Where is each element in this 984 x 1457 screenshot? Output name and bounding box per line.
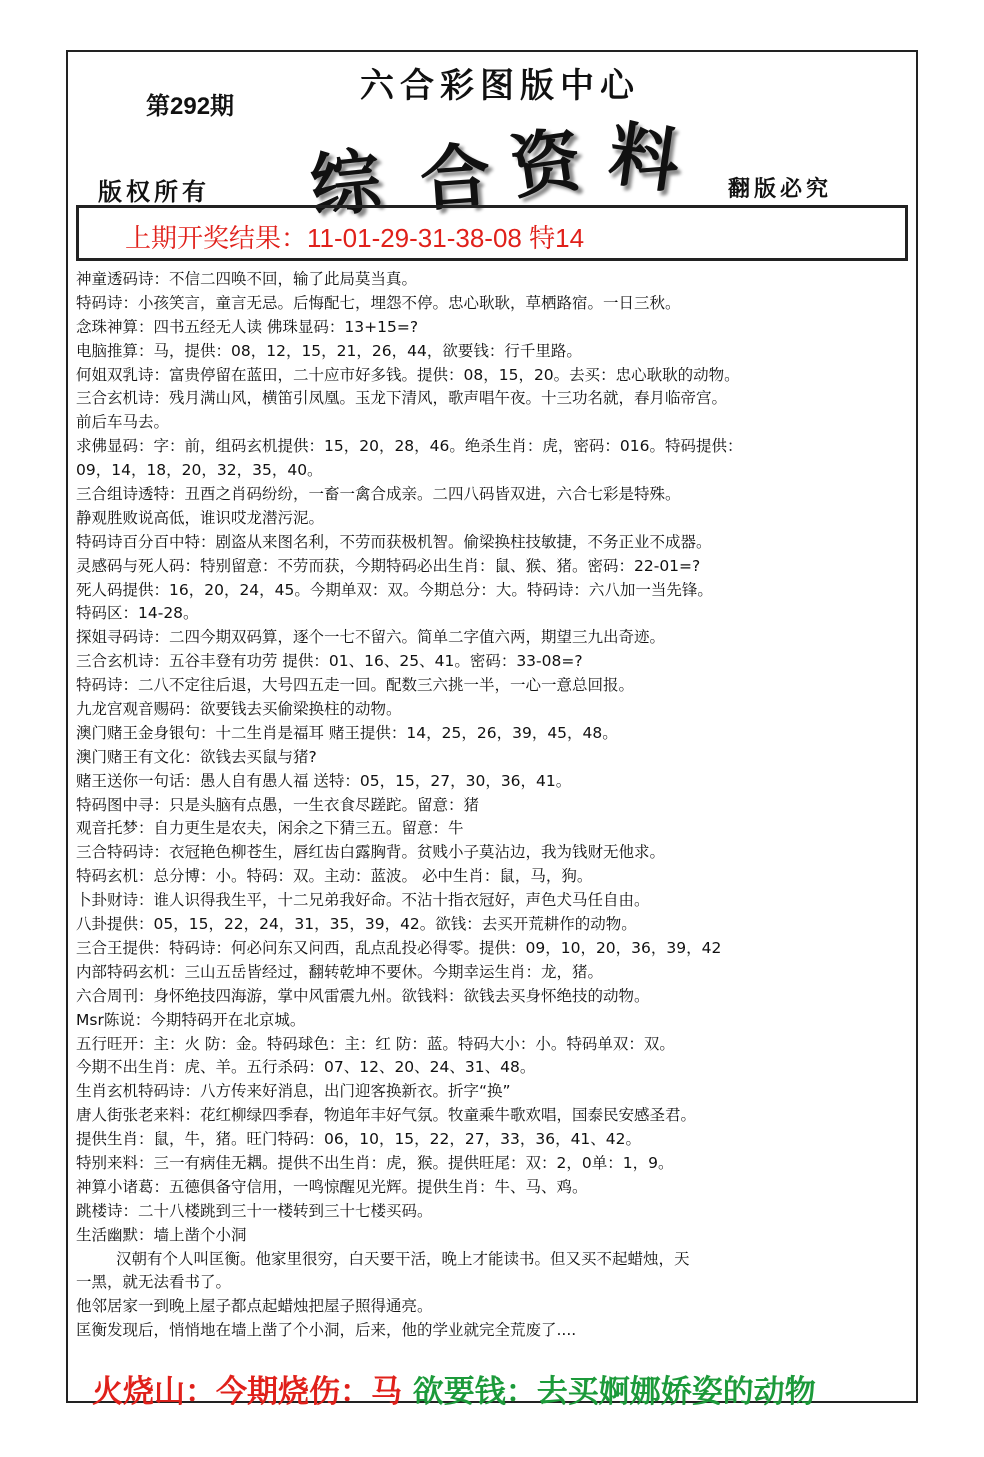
content-line: 静观胜败说高低，谁识哎龙潜污泥。 xyxy=(76,508,325,527)
content-line: 三合玄机诗：五谷丰登有功劳 提供：01、16、25、41。密码：33-08=? xyxy=(76,652,583,671)
content-line: 生肖玄机特码诗：八方传来好消息，出门迎客换新衣。折字“换” xyxy=(76,1082,511,1101)
content-line: 神算小诸葛：五德俱备守信用，一鸣惊醒见光辉。提供生肖：牛、马、鸡。 xyxy=(76,1177,588,1196)
content-lines xyxy=(76,268,906,1343)
footer-green-text: 欲要钱：去买婀娜娇姿的动物 xyxy=(412,1374,816,1410)
footer-banner xyxy=(92,1366,816,1411)
content-line: 赌王送你一句话：愚人自有愚人福 送特：05，15，27，30，36，41。 xyxy=(76,771,572,790)
content-line: 三合王提供：特码诗：何必问东又问西，乱点乱投必得零。提供：09，10，20，36，39，42 xyxy=(76,938,722,957)
content-line: 特码图中寻：只是头脑有点愚，一生衣食尽蹉跎。留意：猪 xyxy=(76,795,480,814)
content-line: 唐人街张老来料：花红柳绿四季春，物追年丰好气氛。牧童乘牛歌欢唱，国泰民安感圣君。 xyxy=(76,1106,697,1125)
content-line: 他邻居家一到晚上屋子都点起蜡烛把屋子照得通亮。 xyxy=(76,1297,433,1316)
content-line: 八卦提供：05，15，22，24，31，35，39，42。欲钱：去买开荒耕作的动物。 xyxy=(76,915,637,934)
content-line: 九龙宫观音赐码：欲要钱去买偷梁换柱的动物。 xyxy=(76,700,402,719)
content-line: 求佛显码：字：前，组码玄机提供：15，20，28，46。绝杀生肖：虎，密码：016。特码提供： xyxy=(76,437,743,456)
content-line: 生活幽默：墙上凿个小洞 xyxy=(76,1225,247,1244)
content-line: 一黑，就无法看书了。 xyxy=(76,1273,232,1292)
content-line: 特码诗：小孩笑言，童言无忌。后悔配七，埋怨不停。忠心耿耿，草栖路宿。一日三秋。 xyxy=(76,293,681,312)
content-line: 观音托梦：自力更生是农夫，闲余之下猜三五。留意：牛 xyxy=(76,819,464,838)
last-result-box xyxy=(76,205,908,261)
content-line: 神童透码诗：不信二四唤不回，输了此局莫当真。 xyxy=(76,270,418,288)
main-title xyxy=(300,100,720,229)
content-line: 三合玄机诗：残月满山风，横笛引凤凰。玉龙下清风，歌声唱午夜。十三功名就，春月临帝宫。 xyxy=(76,389,728,408)
last-result-text: 上期开奖结果：11-01-29-31-38-08 特14 xyxy=(125,223,585,253)
content-line: 前后车马去。 xyxy=(76,413,170,432)
content-line: 匡衡发现后，悄悄地在墙上凿了个小洞，后来，他的学业就完全荒废了.... xyxy=(76,1321,577,1340)
content-line: 内部特码玄机：三山五岳皆经过，翻转乾坤不要休。今期幸运生肖：龙，猪。 xyxy=(76,962,604,981)
content-line: 卜卦财诗：谁人识得我生平，十二兄弟我好命。不沾十指衣冠好，声色犬马任自由。 xyxy=(76,891,650,910)
content-line: 灵感码与死人码：特别留意：不劳而获，今期特码必出生肖：鼠、猴、猪。密码：22-01=? xyxy=(76,556,701,575)
content-line: 何姐双乳诗：富贵停留在蓝田，二十应市好多钱。提供：08，15，20。去买：忠心耿耿的动物。 xyxy=(76,365,740,384)
content-line: 提供生肖：鼠，牛，猪。旺门特码：06，10，15，22，27，33，36，41、42。 xyxy=(76,1130,642,1149)
content-line: 澳门赌王有文化：欲钱去买鼠与猪? xyxy=(76,747,317,766)
main-title-char-4: 料 xyxy=(603,111,685,204)
main-title-char-2: 合 xyxy=(417,133,494,222)
center-title: 六合彩图版中心 xyxy=(360,66,640,106)
content-line: 跳楼诗：二十八楼跳到三十一楼转到三十七楼买码。 xyxy=(76,1201,433,1220)
content-line: 特码区：14-28。 xyxy=(76,604,199,623)
content-line: 汉朝有个人叫匡衡。他家里很穷，白天要干活，晚上才能读书。但又买不起蜡烛，天 xyxy=(116,1249,690,1268)
footer-red-text: 火烧山：今期烧伤：马 xyxy=(92,1374,402,1410)
content-line: 六合周刊：身怀绝技四海游，掌中风雷震九州。欲钱料：欲钱去买身怀绝技的动物。 xyxy=(76,986,650,1005)
issue-number: 第292期 xyxy=(146,93,235,120)
content-line: 今期不出生肖：虎、羊。五行杀码：07、12、20、24、31、48。 xyxy=(76,1058,536,1077)
piracy-warning-tag: 翻版必究 xyxy=(728,176,833,202)
content-line: 念珠神算：四书五经无人读 佛珠显码：13+15=? xyxy=(76,317,419,336)
main-title-char-1: 综 xyxy=(306,138,385,229)
content-line: 探姐寻码诗：二四今期双码算，逐个一七不留六。简单二字值六两，期望三九出奇迹。 xyxy=(76,628,666,647)
content-line: Msr陈说：今期特码开在北京城。 xyxy=(76,1010,306,1029)
content-line: 死人码提供：16，20，24，45。今期单双：双。今期总分：大。特码诗：六八加一当先锋。 xyxy=(76,580,713,599)
content-line: 09，14，18，20，32，35，40。 xyxy=(76,461,323,480)
main-title-char-3: 资 xyxy=(505,117,587,210)
content-line: 特码玄机：总分博：小。特码：双。主动：蓝波。 必中生肖：鼠，马，狗。 xyxy=(76,867,593,886)
copyright-tag: 版权所有 xyxy=(98,177,210,206)
content-line: 电脑推算：马，提供：08，12，15，21，26，44，欲要钱：行千里路。 xyxy=(76,341,582,360)
content-line: 三合组诗透特：丑酉之肖码纷纷，一畜一禽合成亲。二四八码皆双进，六合七彩是特殊。 xyxy=(76,485,681,504)
content-line: 澳门赌王金身银句：十二生肖是福耳 赌王提供：14，25，26，39，45，48。 xyxy=(76,723,618,742)
content-line: 特别来料：三一有病佳无耦。提供不出生肖：虎，猴。提供旺尾：双：2，0单：1，9。 xyxy=(76,1153,674,1172)
content-line: 特码诗：二八不定往后退，大号四五走一回。配数三六挑一半，一心一意总回报。 xyxy=(76,676,635,695)
content-line: 特码诗百分百中特：剧盗从来图名利，不劳而获极机智。偷梁换柱技敏捷，不务正业不成器。 xyxy=(76,532,712,551)
content-line: 三合特码诗：衣冠艳色柳苍生，唇红齿白露胸背。贫贱小子莫沾边，我为钱财无他求。 xyxy=(76,843,666,862)
content-line: 五行旺开：主：火 防：金。特码球色：主：红 防：蓝。特码大小：小。特码单双：双。 xyxy=(76,1034,675,1053)
